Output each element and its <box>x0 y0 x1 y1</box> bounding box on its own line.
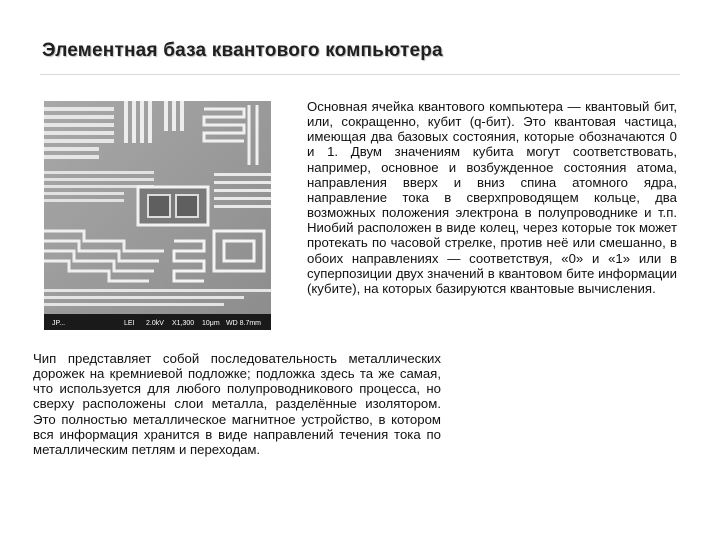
chip-description: Чип представляет собой последовательность металлических дорожек на кремниевой подложке; подложка здесь та же самая, что используется для любого полупроводникового процесса, но сверху расположены слои металла, разделённые изолятором. Это полностью металлическое магнитное устройство, в котором вся информация хранится в виде направлений течения тока по металлическим петлям и переходам. <box>33 351 441 457</box>
title-divider <box>40 74 680 75</box>
micrograph-brand: JP... <box>52 320 66 327</box>
chip-micrograph <box>44 101 271 330</box>
slide-title: Элементная база квантового компьютера <box>42 40 443 61</box>
micrograph-scale: 10μm <box>202 320 220 327</box>
micrograph-detector: LEI <box>124 320 135 327</box>
micrograph-magnification: X1,300 <box>172 320 195 327</box>
micrograph-voltage: 2.0kV <box>146 320 164 327</box>
micrograph-working-distance: WD 8.7mm <box>226 320 261 327</box>
qubit-description: Основная ячейка квантового компьютера — квантовый бит, или, сокращенно, кубит (q-бит). Это квантовая частица, имеющая два базовых состояния, которые обозначаются 0 и 1. Двум значениям кубита могут соответствовать, например, основное и возбужденное состояния атома, направления вверх и вниз спина атомного ядра, направление тока в сверхпроводящем кольце, два возможных положения электрона в полупроводнике и т.п. Ниобий расположен в виде колец, через которые ток может протекать по часовой стрелке, против неё или смешанно, в обоих направлениях — соответствуя, «0» и «1» или в суперпозиции двух значений в квантовом бите информации (кубите), на которых базируются квантовые вычисления. <box>307 99 677 296</box>
